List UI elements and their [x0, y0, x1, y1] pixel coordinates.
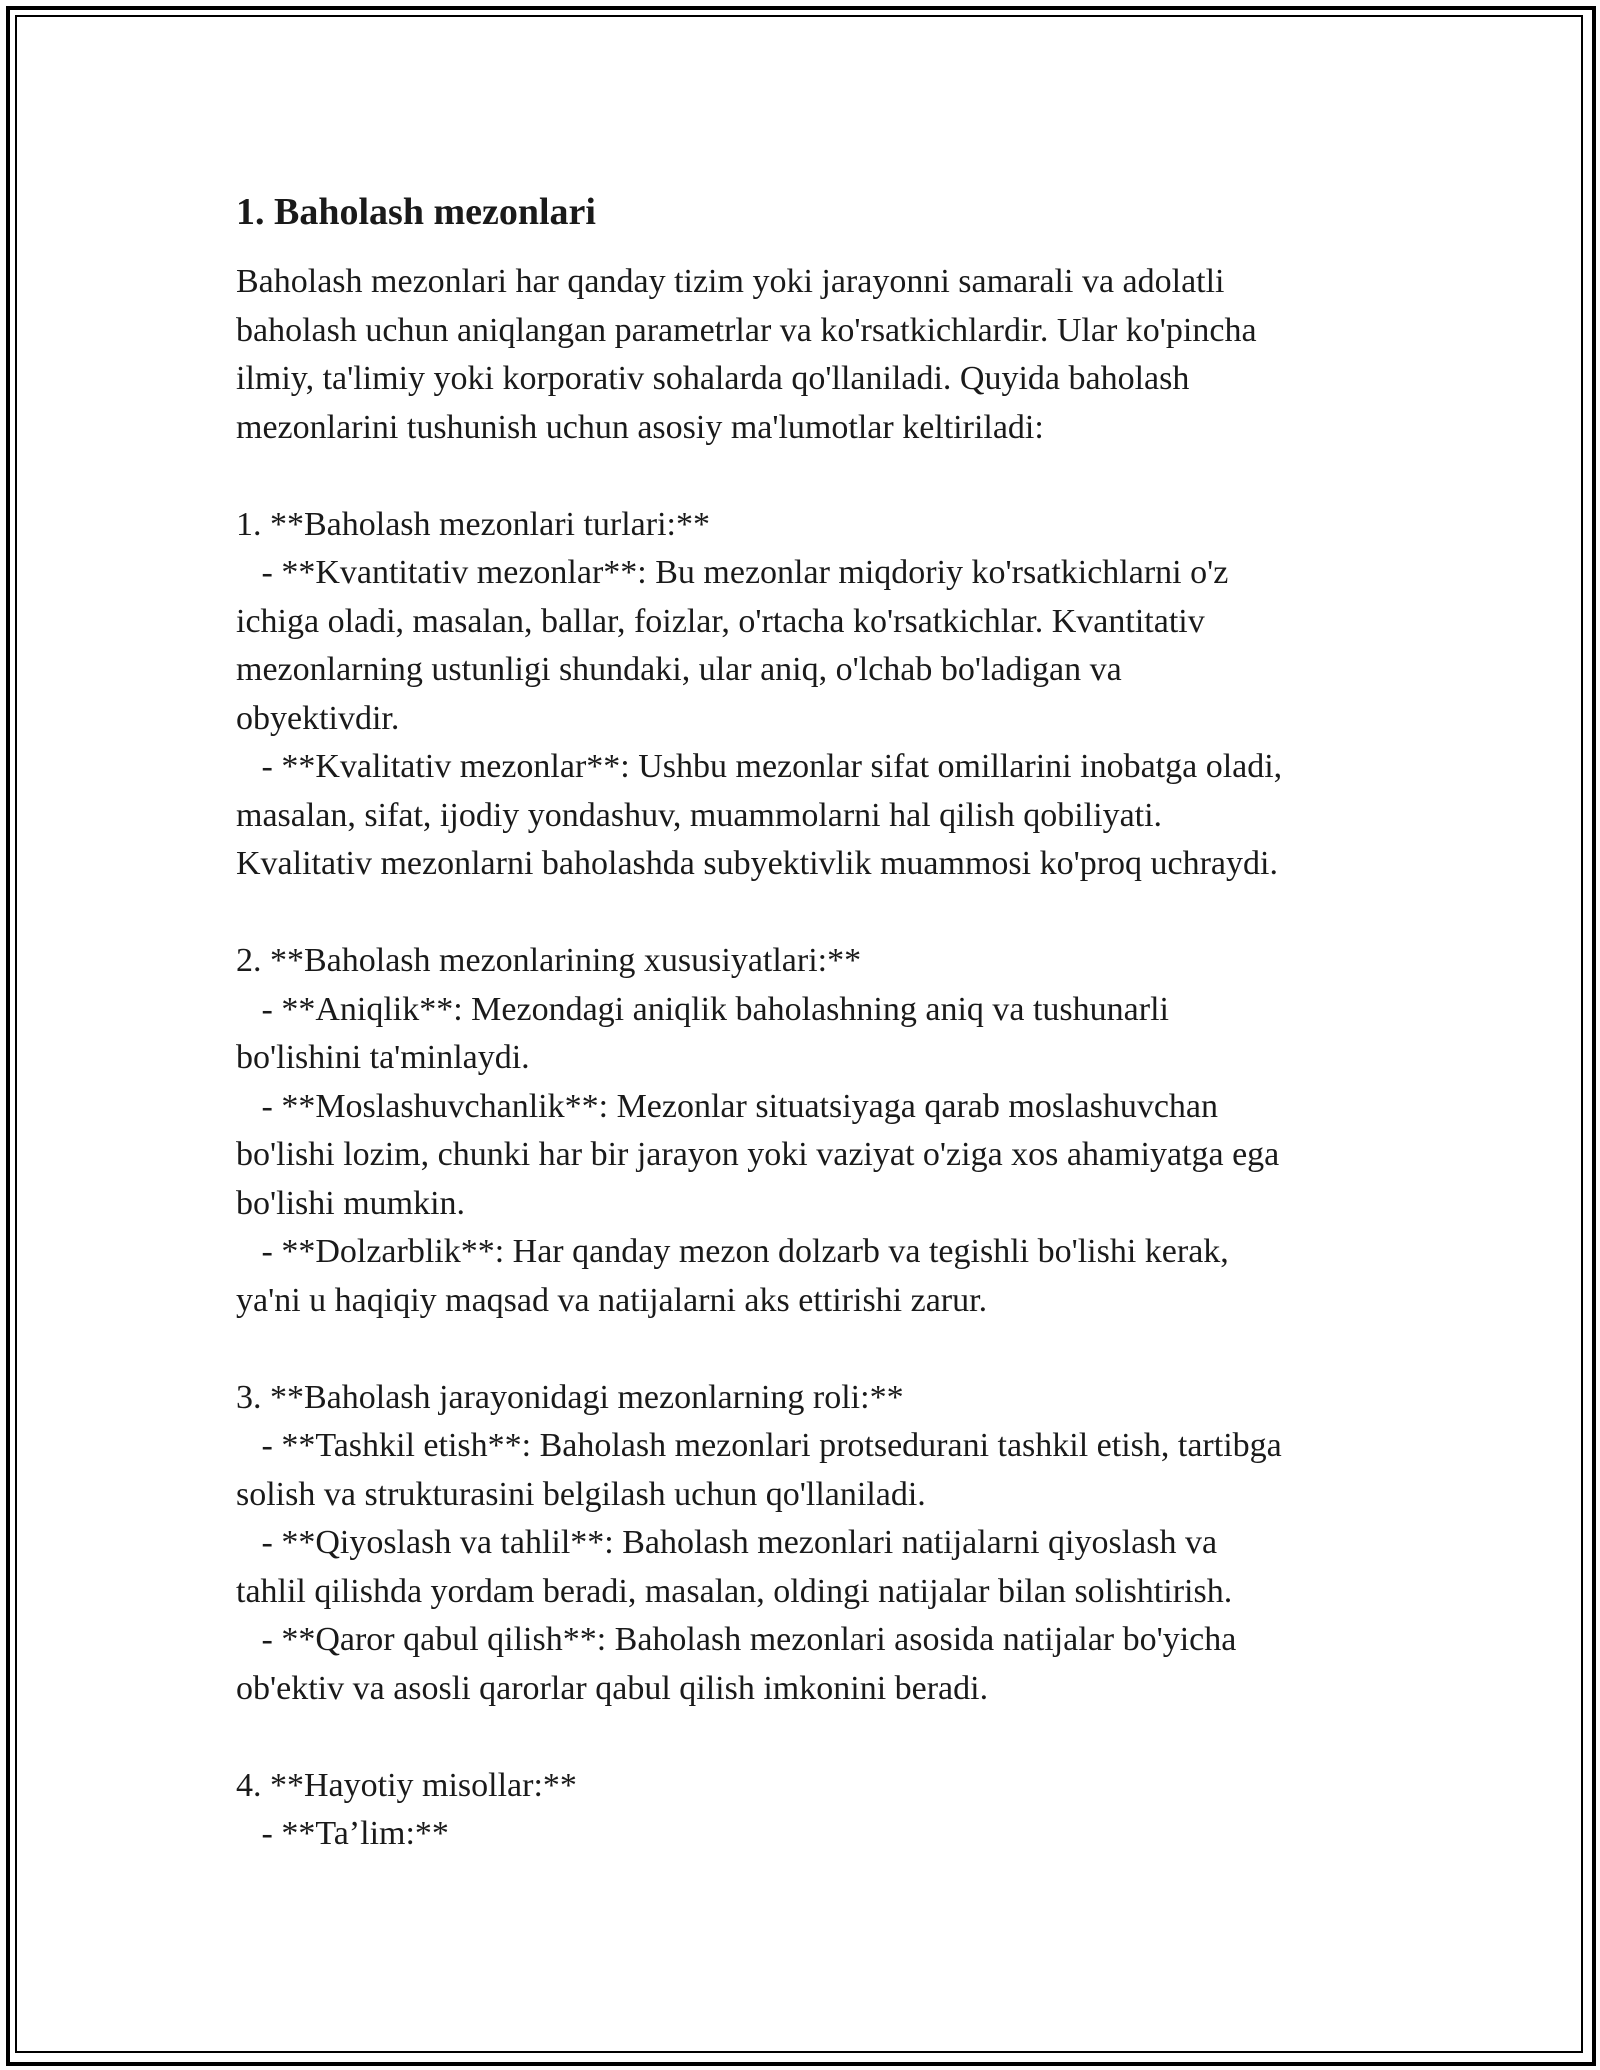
document-text: Baholash mezonlari har qanday tizim yoki jarayonni samarali va adolatli baholash uchun aniqlangan parametrlar va ko'rsatkichlardir. Ular ko'pincha ilmiy, ta'limiy yoki korporativ sohalarda qo'llaniladi. Quyida baholash mezonlarini tushunish uchun asosiy ma'lumotlar keltiriladi: 1. **Baholash mezonlari turlari:** - **Kvantitativ mezonlar**: Bu mezonlar miqdoriy ko'rsatkichlarni o'z ichiga oladi, masalan, ballar, foizlar, o'rtacha ko'rsatkichlar. Kvantitativ mezonlarning ustunligi shundaki, ular aniq, o'lchab bo'ladigan va obyektivdir. - **Kvalitativ mezonlar**: Ushbu mezonlar sifat omillarini inobatga oladi, masalan, sifat, ijodiy yondashuv, muammolarni hal qilish qobiliyati. Kvalitativ mezonlarni baholashda subyektivlik muammosi ko'proq uchraydi. 2. **Baholash mezonlarining xususiyatlari:** - **Aniqlik**: Mezondagi aniqlik baholashning aniq va tushunarli bo'lishini ta'minlaydi. - **Moslashuvchanlik**: Mezonlar situatsiyaga qarab moslashuvchan bo'lishi lozim, chunki har bir jarayon yoki vaziyat o'ziga xos ahamiyatga ega bo'lishi mumkin. - **Dolzarblik**: Har qanday mezon dolzarb va tegishli bo'lishi kerak, ya'ni u haqiqiy maqsad va natijalarni aks ettirishi zarur. 3. **Baholash jarayonidagi mezonlarning roli:** - **Tashkil etish**: Baholash mezonlari protsedurani tashkil etish, tartibga solish va strukturasini belgilash uchun qo'llaniladi. - **Qiyoslash va tahlil**: Baholash mezonlari natijalarni qiyoslash va tahlil qilishda yordam beradi, masalan, oldingi natijalar bilan solishtirish. - **Qaror qabul qilish**: Baholash mezonlari asosida natijalar bo'yicha ob'ektiv va asosli qarorlar qabul qilish imkonini beradi. 4. **Hayotiy misollar:** - **Ta’lim:** [236, 263, 1283, 1852]
document-heading: 1. Baholash mezonlari [236, 191, 596, 233]
document-body [236, 186, 1386, 1859]
